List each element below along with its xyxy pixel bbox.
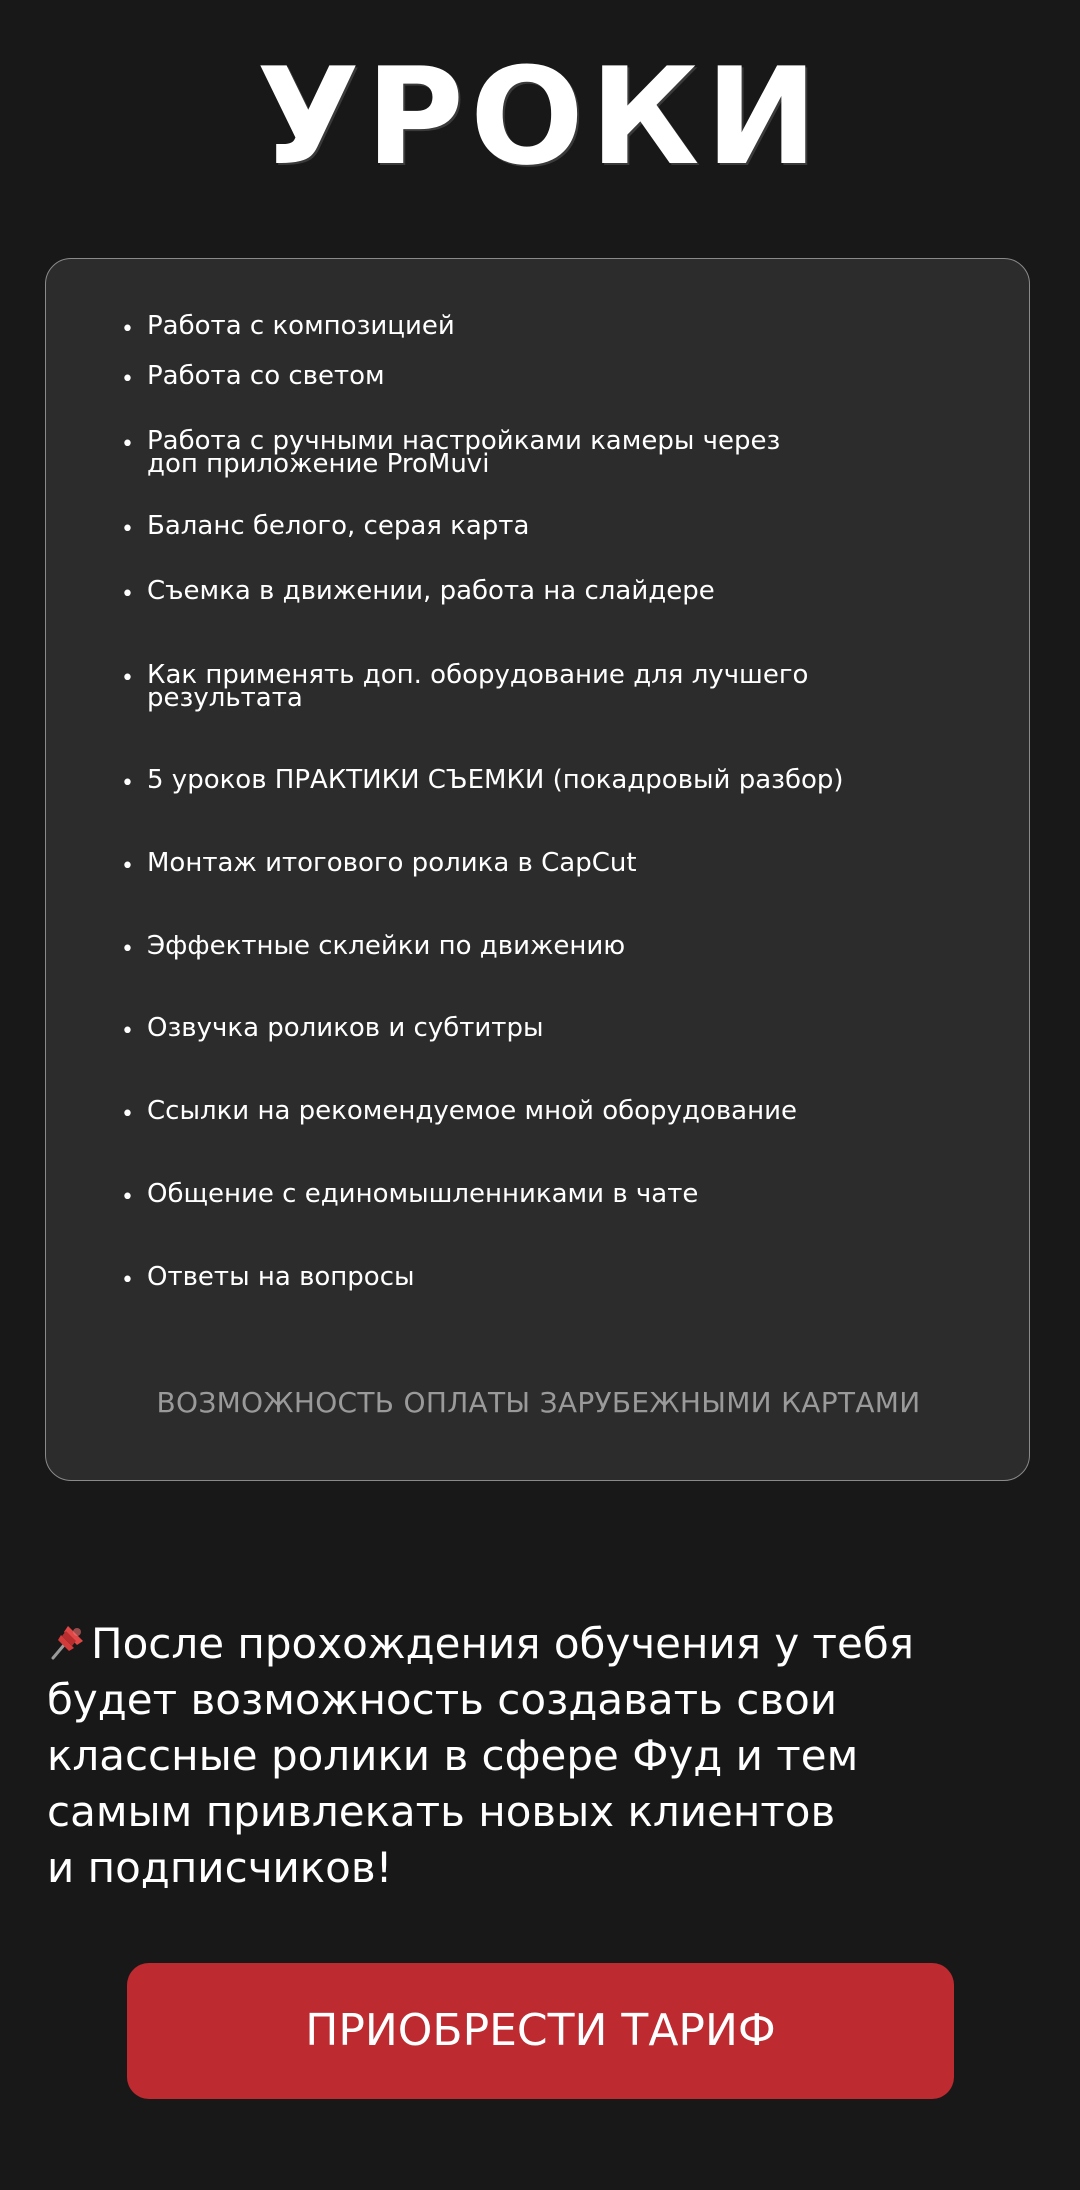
lesson-item-label: Монтаж итогового ролика в CapCut <box>147 848 637 878</box>
lesson-item-label: Озвучка роликов и субтитры <box>147 1013 544 1043</box>
bullet-icon: • <box>121 1102 134 1127</box>
lesson-item-label: Работа с композицией <box>147 311 455 341</box>
lesson-item-label: 5 уроков ПРАКТИКИ СЪЕМКИ (покадровый разбор) <box>147 765 844 795</box>
lesson-item-label: Баланс белого, серая карта <box>147 511 530 541</box>
pushpin-icon <box>47 1620 89 1662</box>
lessons-card <box>45 258 1030 1481</box>
bullet-icon: • <box>121 1268 134 1293</box>
bullet-icon: • <box>121 1185 134 1210</box>
bullet-icon: • <box>121 666 134 691</box>
promo-text: После прохождения обучения у тебя будет возможность создавать свои классные ролики в сфере Фуд и тем самым привлекать новых клиентов и подписчиков! <box>47 1619 915 1892</box>
lesson-item-label: Съемка в движении, работа на слайдере <box>147 576 715 606</box>
lesson-item-label: Как применять доп. оборудование для лучшего результата <box>147 660 809 713</box>
bullet-icon: • <box>121 517 134 542</box>
page-title: УРОКИ <box>256 39 824 195</box>
promo-text-block <box>47 1616 1047 1896</box>
bullet-icon: • <box>121 367 134 392</box>
bullet-icon: • <box>121 937 134 962</box>
lesson-item-label: Эффектные склейки по движению <box>147 931 626 961</box>
bullet-icon: • <box>121 317 134 342</box>
bullet-icon: • <box>121 1019 134 1044</box>
lesson-item-label: Общение с единомышленниками в чате <box>147 1179 699 1209</box>
buy-tariff-button[interactable]: ПРИОБРЕСТИ ТАРИФ <box>127 1963 954 2099</box>
lesson-item-label: Работа с ручными настройками камеры через доп приложение ProMuvi <box>147 426 781 479</box>
payment-note: ВОЗМОЖНОСТЬ ОПЛАТЫ ЗАРУБЕЖНЫМИ КАРТАМИ <box>156 1386 921 1419</box>
lesson-item-label: Работа со светом <box>147 361 385 391</box>
lesson-item-label: Ответы на вопросы <box>147 1262 415 1292</box>
bullet-icon: • <box>121 582 134 607</box>
bullet-icon: • <box>121 432 134 457</box>
lesson-item-label: Ссылки на рекомендуемое мной оборудование <box>147 1096 797 1126</box>
bullet-icon: • <box>121 771 134 796</box>
bullet-icon: • <box>121 854 134 879</box>
